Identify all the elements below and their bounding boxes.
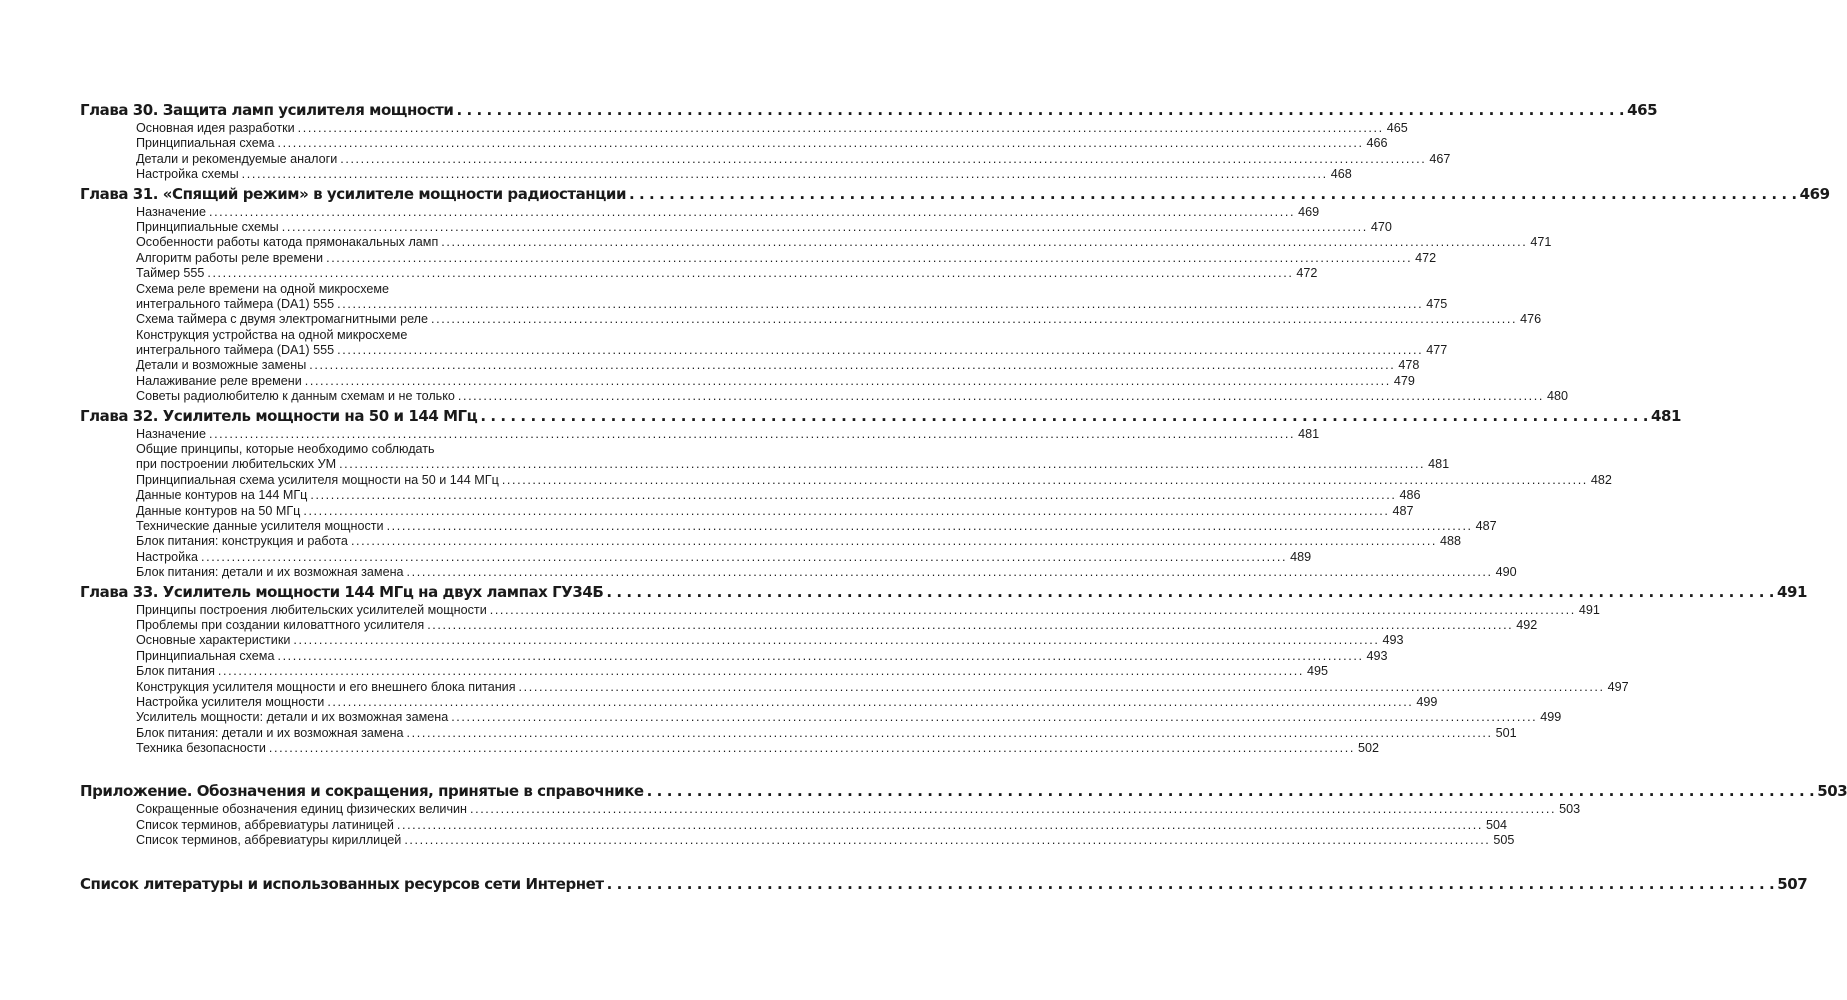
toc-page-number: 504 (1485, 817, 1507, 832)
toc-page-number: 493 (1382, 633, 1404, 648)
dot-leader (339, 457, 1425, 472)
toc-page-number: 481 (1298, 426, 1320, 441)
toc-entry-title: Схема реле времени на одной микросхеме (136, 281, 390, 296)
dot-leader (309, 358, 1395, 373)
toc-section-entry (80, 725, 1517, 741)
toc-entry-title: Блок питания: детали и их возможная замена (136, 725, 404, 740)
toc-entry-title: Конструкция усилителя мощности и его внешнего блока питания (136, 679, 516, 694)
toc-page-number: 489 (1290, 549, 1312, 564)
toc-page-number: 499 (1540, 710, 1562, 725)
toc-page-number: 501 (1495, 725, 1517, 740)
toc-page-number: 502 (1357, 741, 1379, 756)
dot-leader (277, 649, 1363, 664)
toc-entry-title: Настройка (136, 549, 198, 564)
toc-chapter-entry (80, 99, 1658, 121)
toc-entry-title: Список терминов, аббревиатуры кириллицей (136, 833, 402, 848)
toc-page-number: 470 (1370, 219, 1392, 234)
toc-entry-title: Советы радиолюбителю к данным схемам и не только (136, 389, 455, 404)
dot-leader (326, 251, 1412, 266)
dot-leader (397, 818, 1483, 833)
toc-section-entry (80, 741, 1379, 756)
toc-section-entry (80, 328, 620, 343)
toc-section-entry (80, 282, 620, 297)
toc-entry-title: Список терминов, аббревиатуры латиницей (136, 817, 394, 832)
toc-page-number: 487 (1475, 518, 1497, 533)
toc-section-entry (80, 648, 1388, 664)
toc-page-number: 478 (1398, 358, 1420, 373)
toc-page-number: 475 (1426, 296, 1448, 311)
toc-entry-title: Особенности работы катода прямонакальных ламп (136, 235, 439, 250)
toc-section-entry (80, 503, 1414, 519)
toc-page-number: 469 (1799, 184, 1830, 203)
dot-leader (519, 680, 1605, 695)
dot-leader (647, 780, 1815, 802)
dot-leader (201, 550, 1287, 565)
toc-entry-title: Список литературы и использованных ресурсов сети Интернет (80, 874, 604, 893)
toc-entry-title: Блок питания (136, 664, 215, 679)
toc-entry-title: интегрального таймера (DA1) 555 (136, 296, 335, 311)
toc-section-entry (80, 664, 1329, 679)
toc-page-number: 481 (1428, 457, 1450, 472)
toc-page-number: 487 (1392, 503, 1414, 518)
dot-leader (470, 802, 1556, 817)
toc-entry-title: Сокращенные обозначения единиц физических величин (136, 802, 468, 817)
dot-leader (480, 405, 1648, 427)
table-of-contents (80, 99, 1847, 895)
toc-section-entry (80, 151, 1451, 167)
toc-page-number: 472 (1296, 266, 1318, 281)
toc-section-entry (80, 602, 1600, 618)
dot-leader (277, 136, 1363, 151)
toc-entry-title: Глава 33. Усилитель мощности 144 МГц на двух лампах ГУ34Б (80, 582, 604, 601)
section-spacer (80, 849, 620, 873)
toc-entry-title: Блок питания: детали и их возможная замена (136, 565, 404, 580)
toc-page-number: 480 (1546, 389, 1568, 404)
toc-entry-title: Принципы построения любительских усилителей мощности (136, 602, 487, 617)
toc-section-entry (80, 121, 1408, 136)
toc-section-entry (80, 266, 1318, 281)
toc-entry-title: Приложение. Обозначения и сокращения, принятые в справочнике (80, 782, 644, 801)
toc-page-number: 479 (1393, 373, 1415, 388)
toc-entry-title: Настройка схемы (136, 167, 239, 182)
toc-entry-title: Техника безопасности (136, 741, 266, 756)
dot-leader (387, 519, 1473, 534)
toc-entry-title: Настройка усилителя мощности (136, 694, 325, 709)
toc-entry-title: Принципиальная схема (136, 648, 275, 663)
toc-page-number: 486 (1399, 488, 1421, 503)
toc-section-entry (80, 833, 1515, 848)
toc-section-entry (80, 204, 1320, 220)
toc-page-number: 497 (1607, 679, 1629, 694)
dot-leader (606, 581, 1774, 603)
toc-section-entry (80, 389, 1568, 404)
toc-entry-title: Детали и возможные замены (136, 358, 307, 373)
toc-page-number: 499 (1416, 694, 1438, 709)
section-spacer (80, 756, 620, 780)
toc-page-number: 491 (1578, 602, 1600, 617)
dot-leader (629, 183, 1797, 205)
toc-page-number: 505 (1493, 833, 1515, 848)
toc-entry-title: Назначение (136, 426, 206, 441)
dot-leader (451, 710, 1537, 725)
dot-leader (351, 534, 1437, 549)
toc-page-number: 490 (1495, 565, 1517, 580)
toc-section-entry (80, 802, 1581, 817)
toc-entry-title: Основные характеристики (136, 633, 291, 648)
toc-entry-title: Данные контуров на 144 МГц (136, 488, 308, 503)
toc-section-entry (80, 549, 1312, 565)
toc-section-entry (80, 167, 1352, 182)
toc-section-entry (80, 219, 1392, 235)
toc-entry-title: Налаживание реле времени (136, 373, 302, 388)
dot-leader (340, 152, 1426, 167)
dot-leader (305, 374, 1391, 389)
toc-page-number: 467 (1429, 151, 1451, 166)
toc-entry-title: Технические данные усилителя мощности (136, 518, 384, 533)
toc-page-number: 491 (1776, 582, 1807, 601)
dot-leader (242, 167, 1328, 182)
dot-leader (207, 266, 1293, 281)
toc-chapter-entry (80, 780, 1847, 802)
toc-page-number: 503 (1559, 802, 1581, 817)
toc-chapter-entry (80, 873, 1808, 895)
toc-entry-title: интегрального таймера (DA1) 555 (136, 343, 335, 358)
toc-entry-title: Основная идея разработки (136, 121, 295, 135)
toc-section-entry (80, 472, 1612, 488)
dot-leader (303, 504, 1389, 519)
toc-page-number: 492 (1516, 617, 1538, 632)
toc-section-entry (80, 617, 1538, 633)
toc-page-number: 476 (1520, 312, 1542, 327)
toc-entry-title: Схема таймера с двумя электромагнитными реле (136, 312, 429, 327)
toc-page-number: 503 (1817, 782, 1847, 801)
toc-page-number: 466 (1366, 136, 1388, 151)
toc-section-entry (80, 817, 1507, 833)
dot-leader (431, 312, 1517, 327)
toc-chapter-entry (80, 405, 1681, 427)
toc-entry-title: Принципиальные схемы (136, 219, 279, 234)
toc-section-entry (80, 136, 1388, 151)
toc-section-entry (80, 710, 1562, 725)
toc-section-entry (80, 633, 1404, 648)
toc-section-entry (80, 235, 1552, 250)
toc-page-number: 468 (1330, 167, 1352, 182)
toc-page-number: 477 (1426, 343, 1448, 358)
toc-entry-title: Блок питания: конструкция и работа (136, 534, 348, 549)
toc-entry-title: Данные контуров на 50 МГц (136, 503, 301, 518)
dot-leader (456, 99, 1624, 121)
toc-page-number: 482 (1590, 472, 1612, 487)
toc-section-entry (80, 679, 1629, 695)
dot-leader (458, 389, 1544, 404)
toc-page-number: 465 (1627, 101, 1658, 119)
dot-leader (310, 488, 1396, 503)
toc-section-entry (80, 358, 1420, 373)
toc-chapter-entry (80, 581, 1807, 603)
toc-entry-title: Общие принципы, которые необходимо соблюдать (136, 442, 435, 457)
toc-page-number: 471 (1530, 235, 1552, 250)
toc-section-entry (80, 426, 1320, 442)
toc-entry-title: Таймер 555 (136, 266, 205, 281)
toc-page-number: 493 (1366, 648, 1388, 663)
dot-leader (337, 343, 1423, 358)
toc-entry-title: Глава 32. Усилитель мощности на 50 и 144 МГц (80, 406, 478, 425)
toc-entry-title: Принципиальная схема (136, 136, 275, 151)
dot-leader (441, 235, 1527, 250)
dot-leader (502, 473, 1588, 488)
dot-leader (404, 833, 1490, 848)
toc-entry-title: Глава 31. «Спящий режим» в усилителе мощности радиостанции (80, 184, 627, 203)
toc-section-entry (80, 488, 1421, 503)
toc-section-entry (80, 534, 1462, 549)
toc-section-entry (80, 296, 1448, 312)
dot-leader (209, 205, 1295, 220)
dot-leader (209, 427, 1295, 442)
dot-leader (407, 726, 1493, 741)
toc-entry-title: Усилитель мощности: детали и их возможная замена (136, 710, 449, 725)
toc-entry-title: Детали и рекомендуемые аналоги (136, 151, 338, 166)
toc-page-number: 507 (1777, 874, 1808, 893)
toc-entry-title: Глава 30. Защита ламп усилителя мощности (80, 101, 454, 119)
toc-page-number: 488 (1440, 534, 1462, 549)
dot-leader (427, 618, 1513, 633)
toc-section-entry (80, 442, 620, 457)
toc-entry-title: Проблемы при создании киловаттного усилителя (136, 617, 425, 632)
toc-entry-title: Конструкция устройства на одной микросхеме (136, 327, 408, 342)
dot-leader (607, 873, 1775, 895)
toc-page-number: 472 (1415, 250, 1437, 265)
dot-leader (327, 695, 1413, 710)
toc-chapter-entry (80, 183, 1830, 205)
toc-section-entry (80, 457, 1450, 472)
toc-section-entry (80, 343, 1448, 358)
toc-section-entry (80, 565, 1517, 580)
dot-leader (490, 603, 1576, 618)
dot-leader (298, 121, 1384, 136)
toc-section-entry (80, 312, 1542, 327)
toc-entry-title: при построении любительских УМ (136, 457, 337, 472)
toc-page-number: 465 (1386, 121, 1408, 135)
dot-leader (218, 664, 1304, 679)
toc-section-entry (80, 250, 1437, 266)
toc-section-entry (80, 694, 1438, 710)
dot-leader (407, 565, 1493, 580)
toc-entry-title: Алгоритм работы реле времени (136, 250, 324, 265)
toc-page-number: 495 (1307, 664, 1329, 679)
dot-leader (269, 741, 1355, 756)
toc-page-number: 469 (1298, 204, 1320, 219)
dot-leader (293, 633, 1379, 648)
toc-page-number: 481 (1650, 406, 1681, 425)
toc-section-entry (80, 373, 1415, 389)
toc-entry-title: Принципиальная схема усилителя мощности на 50 и 144 МГц (136, 472, 499, 487)
dot-leader (337, 297, 1423, 312)
dot-leader (282, 220, 1368, 235)
toc-entry-title: Назначение (136, 204, 206, 219)
toc-section-entry (80, 518, 1497, 534)
